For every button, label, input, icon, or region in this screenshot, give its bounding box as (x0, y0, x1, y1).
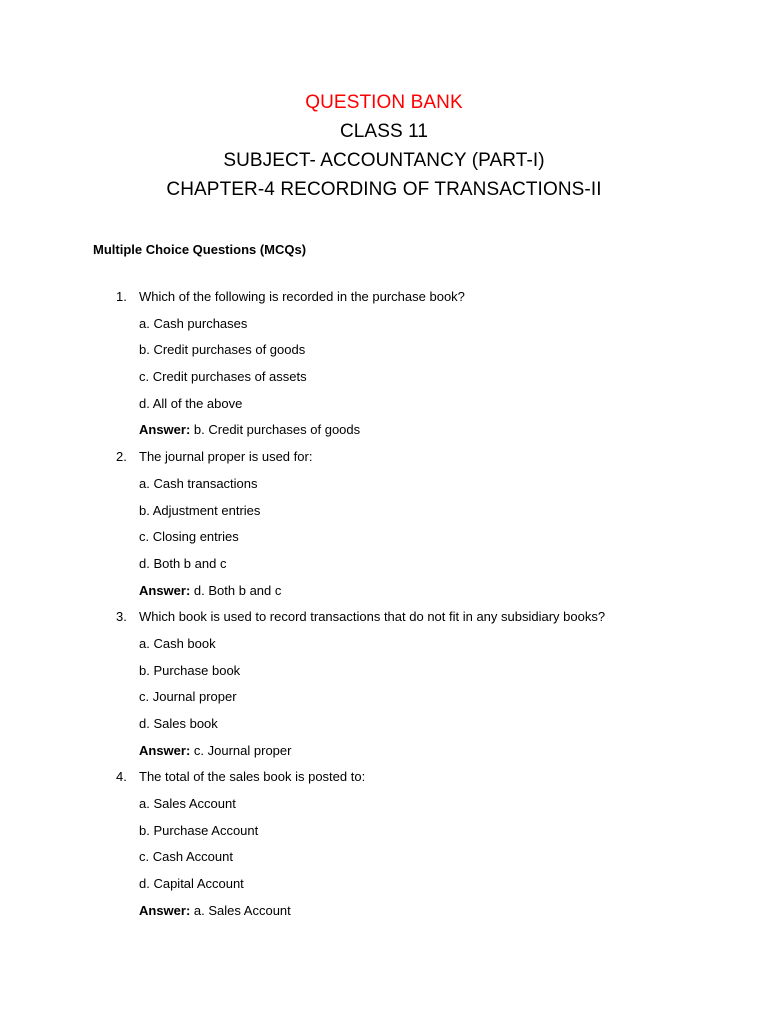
option-b: b. Purchase book (139, 662, 241, 678)
answer-line (0, 417, 768, 444)
option-a: a. Sales Account (139, 796, 236, 812)
option-b: b. Credit purchases of goods (139, 342, 306, 358)
option-a: a. Cash transactions (139, 475, 258, 491)
answer-text: c. Journal proper (193, 742, 292, 758)
answer-label: Answer: (139, 422, 191, 438)
chapter-line: CHAPTER-4 RECORDING OF TRANSACTIONS-II (166, 179, 602, 200)
answer-label: Answer: (139, 742, 191, 758)
question-number: 1. (116, 289, 127, 304)
question-item (0, 604, 768, 764)
question-row (0, 604, 768, 631)
question-text: The journal proper is used for: (139, 449, 313, 465)
option-c: c. Credit purchases of assets (139, 369, 307, 385)
option-b: b. Adjustment entries (139, 502, 261, 518)
question-number: 4. (116, 769, 127, 785)
subject-line: SUBJECT- ACCOUNTANCY (PART-I) (223, 150, 545, 171)
option-b: b. Purchase Account (139, 822, 259, 838)
answer-line (0, 578, 768, 605)
question-row (0, 284, 768, 311)
option-c: c. Cash Account (139, 849, 233, 865)
question-row (0, 444, 768, 471)
answer-label: Answer: (139, 902, 191, 918)
option-c: c. Journal proper (139, 689, 237, 705)
answer-line (0, 738, 768, 765)
question-item (0, 444, 768, 604)
document-title: QUESTION BANK (305, 92, 463, 113)
option-d: d. Sales book (139, 716, 218, 731)
question-item (0, 284, 768, 444)
question-number: 3. (116, 609, 127, 625)
question-row (0, 764, 768, 791)
option-a: a. Cash purchases (139, 315, 248, 331)
answer-text: b. Credit purchases of goods (193, 422, 361, 438)
answer-text: a. Sales Account (193, 902, 291, 918)
option-d: d. Both b and c (139, 555, 227, 571)
document-header (0, 88, 768, 204)
question-list (0, 284, 768, 925)
section-heading: Multiple Choice Questions (MCQs) (93, 242, 307, 257)
answer-label: Answer: (139, 582, 191, 598)
option-c: c. Closing entries (139, 529, 239, 545)
answer-text: d. Both b and c (193, 582, 282, 598)
question-item (0, 764, 768, 924)
question-text: The total of the sales book is posted to: (139, 769, 366, 785)
answer-line (0, 898, 768, 925)
option-d: d. All of the above (139, 395, 243, 411)
class-line: CLASS 11 (339, 121, 429, 142)
option-d: d. Capital Account (139, 876, 244, 892)
option-a: a. Cash book (139, 635, 216, 651)
question-text: Which of the following is recorded in the purchase book? (139, 289, 465, 304)
question-text: Which book is used to record transactions that do not fit in any subsidiary books? (139, 609, 606, 625)
question-number: 2. (116, 449, 127, 465)
